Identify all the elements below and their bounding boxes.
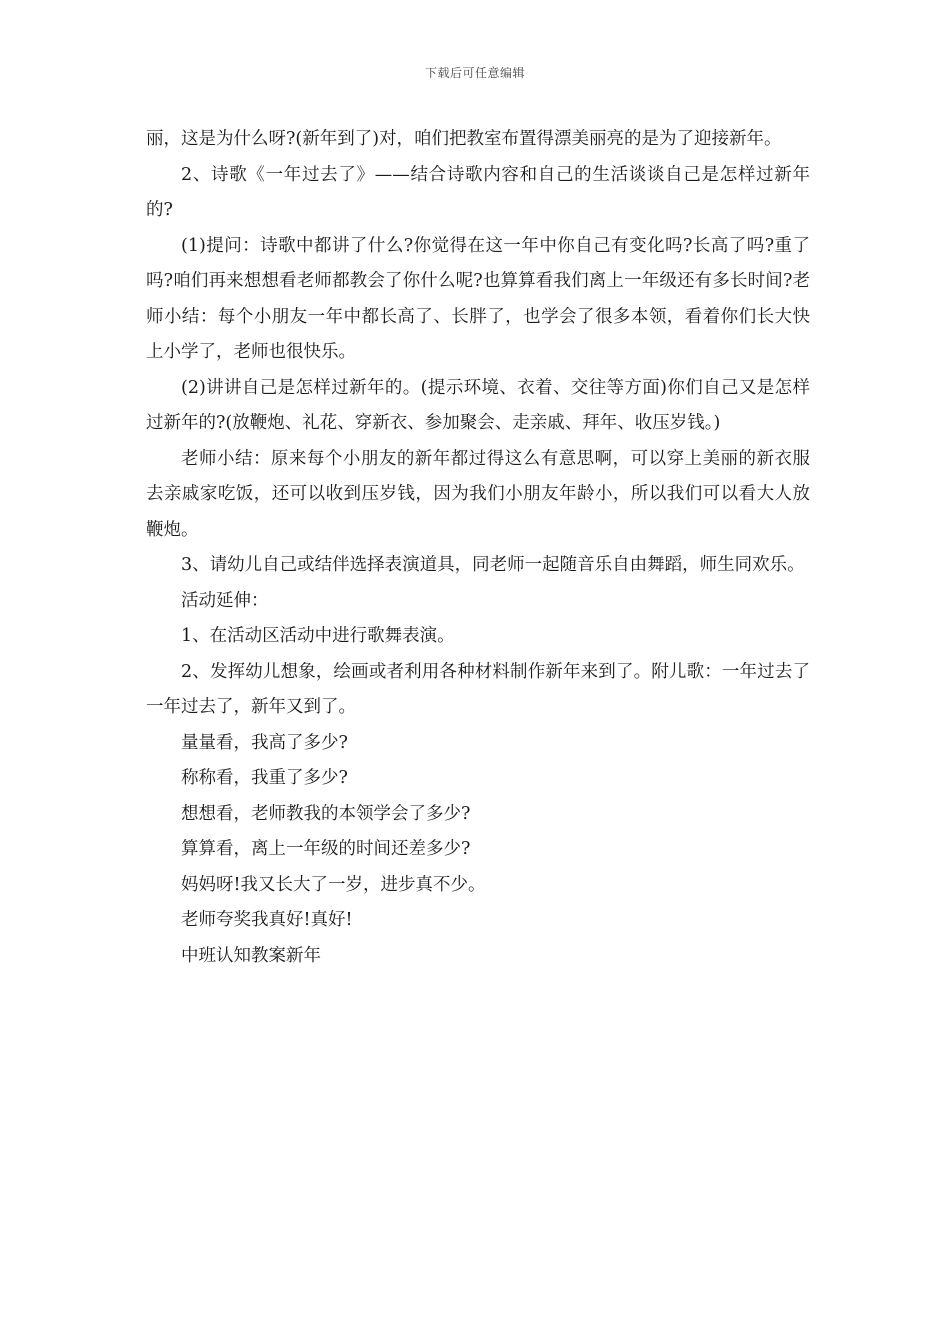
- section-title: 中班认知教案新年: [181, 945, 321, 966]
- page-header: 下载后可任意编辑: [424, 66, 525, 80]
- heading-activity-extension: 活动延伸：: [181, 590, 269, 611]
- poem-line: 想想看，老师教我的本领学会了多少?: [181, 803, 471, 824]
- paragraph-dance-activity: 3、请幼儿自己或结伴选择表演道具，同老师一起随音乐自由舞蹈，师生同欢乐。: [181, 555, 805, 575]
- paragraph-extension-1: 1、在活动区活动中进行歌舞表演。: [181, 626, 455, 646]
- poem-line: 老师夸奖我真好!真好!: [181, 910, 353, 930]
- document-body: [146, 122, 810, 974]
- paragraph-extension-2: 2、发挥幼儿想象，绘画或者利用各种材料制作新年来到了。附儿歌：一年过去了一年过去了，新年又到了。: [146, 661, 810, 717]
- paragraph-poem-discussion: 2、诗歌《一年过去了》——结合诗歌内容和自己的生活谈谈自己是怎样过新年的?: [146, 164, 810, 220]
- poem-line: 量量看，我高了多少?: [181, 732, 348, 753]
- paragraph-question-2: (2)讲讲自己是怎样过新年的。(提示环境、衣着、交往等方面)你们自己又是怎样过新年的?(放鞭炮、礼花、穿新衣、参加聚会、走亲戚、拜年、收压岁钱。): [146, 377, 810, 433]
- paragraph-question-1: (1)提问：诗歌中都讲了什么?你觉得在这一年中你自己有变化吗?长高了吗?重了吗?咱们再来想想看老师都教会了你什么呢?也算算看我们离上一年级还有多长时间?老师小结：每个小朋友一年中都长高了、长胖了，也学会了很多本领，看着你们长大快上小学了，老师也很快乐。: [146, 235, 810, 362]
- paragraph-continuation: 丽，这是为什么呀?(新年到了)对，咱们把教室布置得漂美丽亮的是为了迎接新年。: [146, 129, 782, 149]
- poem-line: 算算看，离上一年级的时间还差多少?: [181, 839, 471, 859]
- poem-line: 妈妈呀!我又长大了一岁，进步真不少。: [181, 874, 486, 895]
- paragraph-teacher-summary: 老师小结：原来每个小朋友的新年都过得这么有意思啊，可以穿上美丽的新衣服去亲戚家吃饭，还可以收到压岁钱，因为我们小朋友年龄小，所以我们可以看大人放鞭炮。: [146, 448, 810, 540]
- poem-line: 称称看，我重了多少?: [181, 768, 348, 788]
